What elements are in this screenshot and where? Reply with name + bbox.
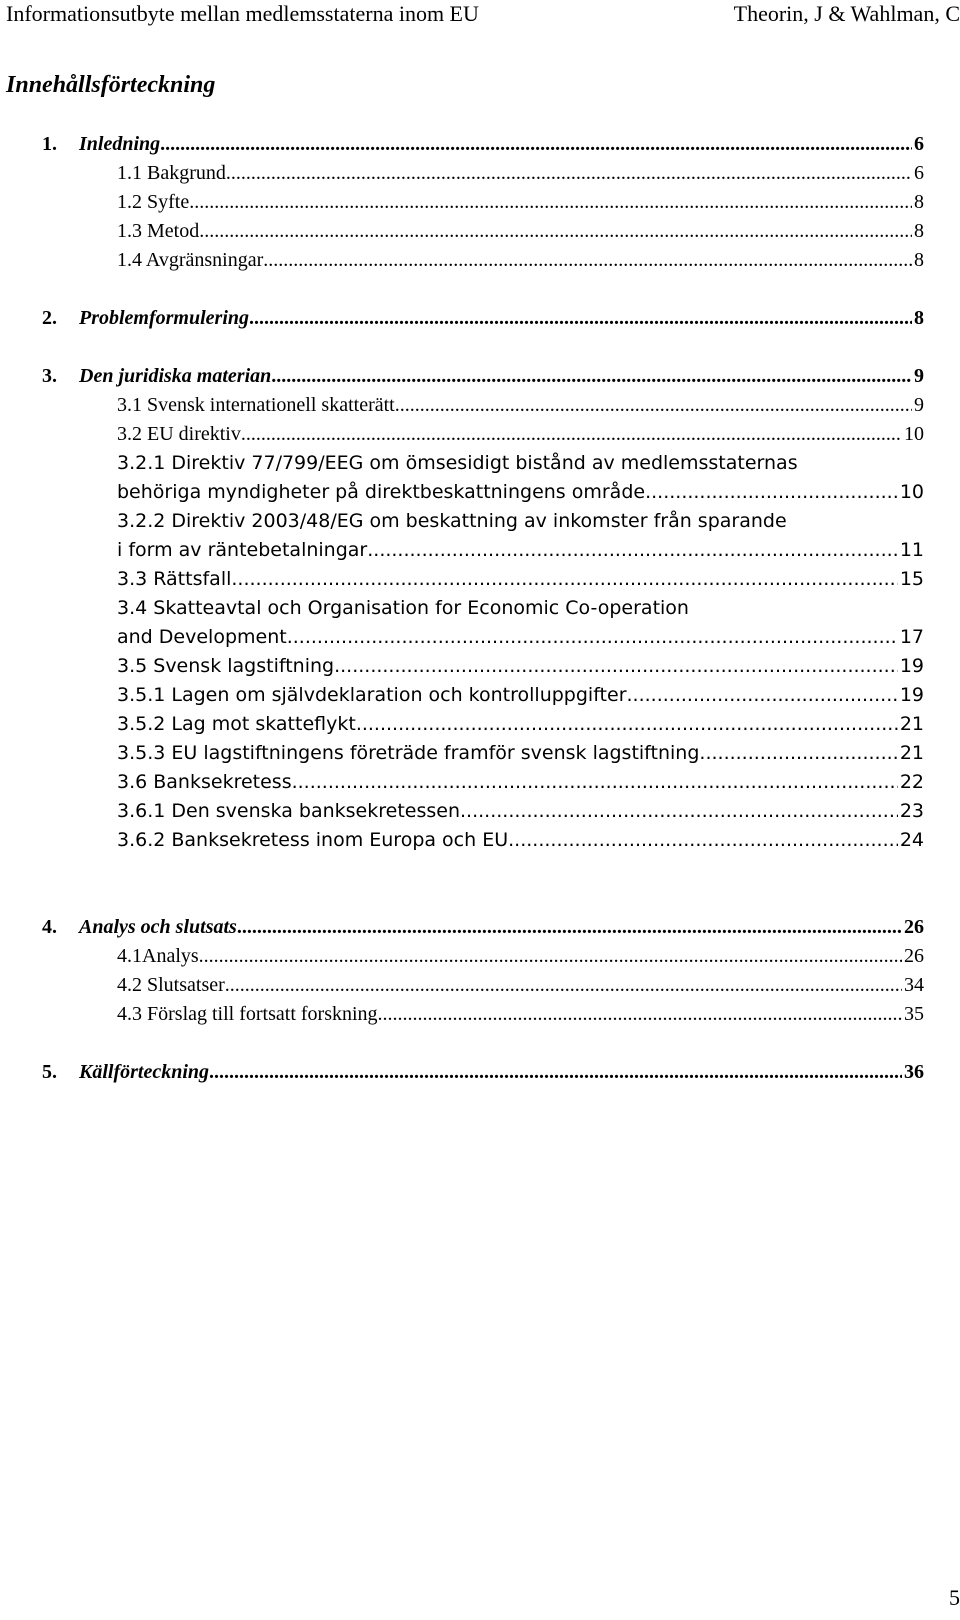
chapter-title: Källförteckning: [79, 1061, 210, 1083]
item-title: 3.2 EU direktiv: [117, 423, 241, 445]
dot-leader: [699, 739, 897, 768]
item-title: 1.1 Bakgrund: [117, 162, 226, 184]
item-title: 3.5.2 Lag mot skatteflykt: [117, 713, 356, 735]
chapter-title: Den juridiska materian: [79, 365, 272, 387]
toc-item-1-1[interactable]: [117, 159, 924, 188]
dot-leader: [189, 188, 912, 217]
dot-leader: [395, 391, 912, 420]
page-ref: 21: [899, 742, 924, 764]
dot-leader: [237, 913, 902, 942]
chapter-title: Analys och slutsats: [79, 916, 237, 938]
page-ref: 9: [914, 365, 924, 387]
toc-item-3-5-3[interactable]: [117, 739, 924, 768]
toc-item-3-5[interactable]: [117, 652, 924, 681]
toc-item-1-4[interactable]: [117, 246, 924, 275]
dot-leader: [249, 304, 912, 333]
page-ref: 6: [914, 133, 924, 155]
dot-leader: [226, 159, 912, 188]
page-ref: 22: [899, 771, 924, 793]
item-title: 4.1Analys: [117, 945, 199, 967]
toc-item-3-2[interactable]: [117, 420, 924, 449]
chapter-title: Inledning: [79, 133, 161, 155]
page-ref: 23: [899, 800, 924, 822]
dot-leader: [508, 826, 898, 855]
item-title: and Development: [117, 626, 287, 648]
dot-leader: [263, 246, 912, 275]
item-title: 4.3 Förslag till fortsatt forskning: [117, 1003, 378, 1025]
page-ref: 8: [914, 307, 924, 329]
item-title: 3.3 Rättsfall: [117, 568, 232, 590]
toc-item-3-4[interactable]: [117, 623, 924, 652]
item-title: 3.6.2 Banksekretess inom Europa och EU: [117, 829, 509, 851]
toc-item-3-2-2-line1[interactable]: 3.2.2 Direktiv 2003/48/EG om beskattning av inkomster från sparande: [117, 510, 787, 532]
page-ref: 19: [899, 655, 924, 677]
page-ref: 19: [899, 684, 924, 706]
page-ref: 24: [899, 829, 924, 851]
item-title: 3.6.1 Den svenska banksekretessen: [117, 800, 461, 822]
page-ref: 8: [914, 220, 924, 242]
dot-leader: [645, 478, 898, 507]
toc-item-3-2-2[interactable]: [117, 536, 924, 565]
dot-leader: [627, 681, 898, 710]
toc-item-4-2[interactable]: [117, 971, 924, 1000]
dot-leader: [199, 217, 912, 246]
item-title: 1.2 Syfte: [117, 191, 190, 213]
page-ref: 8: [914, 191, 924, 213]
dot-leader: [209, 1058, 902, 1087]
page-ref: 34: [904, 974, 924, 996]
item-title: i form av räntebetalningar: [117, 539, 368, 561]
toc-item-3-5-1[interactable]: [117, 681, 924, 710]
page-ref: 11: [899, 539, 924, 561]
page-ref: 26: [904, 945, 924, 967]
dot-leader: [367, 536, 898, 565]
toc-chapter-4[interactable]: [42, 913, 924, 942]
item-title: 3.5.1 Lagen om självdeklaration och kontrolluppgifter: [117, 684, 627, 706]
toc-item-3-4-line1[interactable]: 3.4 Skatteavtal och Organisation for Economic Co-operation: [117, 597, 689, 619]
toc-item-3-6[interactable]: [117, 768, 924, 797]
item-title: 3.5.3 EU lagstiftningens företräde framför svensk lagstiftning: [117, 742, 700, 764]
dot-leader: [356, 710, 898, 739]
header-document-title: Informationsutbyte mellan medlemsstaterna inom EU: [6, 1, 479, 26]
toc-item-1-2[interactable]: [117, 188, 924, 217]
page-ref: 6: [914, 162, 924, 184]
dot-leader: [460, 797, 898, 826]
toc-heading: Innehållsförteckning: [6, 72, 216, 98]
chapter-number: 1.: [42, 133, 57, 155]
chapter-number: 3.: [42, 365, 57, 387]
dot-leader: [199, 942, 902, 971]
page-number: 5: [949, 1585, 960, 1610]
page-ref: 35: [904, 1003, 924, 1025]
toc-chapter-3[interactable]: [42, 362, 924, 391]
item-title: behöriga myndigheter på direktbeskattningens område: [117, 481, 646, 503]
toc-chapter-2[interactable]: [42, 304, 924, 333]
dot-leader: [378, 1000, 902, 1029]
toc-chapter-5[interactable]: [42, 1058, 924, 1087]
item-title: 3.1 Svensk internationell skatterätt: [117, 394, 395, 416]
toc-item-3-6-1[interactable]: [117, 797, 924, 826]
dot-leader: [334, 652, 898, 681]
chapter-number: 5.: [42, 1061, 57, 1083]
item-title: 4.2 Slutsatser: [117, 974, 225, 996]
toc-item-4-1[interactable]: [117, 942, 924, 971]
dot-leader: [241, 420, 902, 449]
page-ref: 21: [899, 713, 924, 735]
page-ref: 8: [914, 249, 924, 271]
page-ref: 10: [904, 423, 924, 445]
page-ref: 10: [899, 481, 924, 503]
toc-item-3-2-1-line1[interactable]: 3.2.1 Direktiv 77/799/EEG om ömsesidigt bistånd av medlemsstaternas: [117, 452, 798, 474]
dot-leader: [271, 362, 912, 391]
page-ref: 26: [904, 916, 924, 938]
dot-leader: [287, 623, 898, 652]
toc-item-1-3[interactable]: [117, 217, 924, 246]
item-title: 1.4 Avgränsningar: [117, 249, 264, 271]
chapter-number: 2.: [42, 307, 57, 329]
page-ref: 9: [914, 394, 924, 416]
page-ref: 15: [899, 568, 924, 590]
header-authors: Theorin, J & Wahlman, C: [733, 1, 960, 26]
toc-item-3-1[interactable]: [117, 391, 924, 420]
toc-item-3-3[interactable]: [117, 565, 924, 594]
toc-item-3-6-2[interactable]: [117, 826, 924, 855]
dot-leader: [225, 971, 902, 1000]
item-title: 3.6 Banksekretess: [117, 771, 292, 793]
toc-item-3-5-2[interactable]: [117, 710, 924, 739]
item-title: 3.5 Svensk lagstiftning: [117, 655, 335, 677]
dot-leader: [231, 565, 897, 594]
page-ref: 17: [899, 626, 924, 648]
toc-item-3-2-1[interactable]: [117, 478, 924, 507]
dot-leader: [292, 768, 898, 797]
toc-item-4-3[interactable]: [117, 1000, 924, 1029]
toc-chapter-1[interactable]: [42, 130, 924, 159]
dot-leader: [160, 130, 912, 159]
item-title: 1.3 Metod: [117, 220, 200, 242]
chapter-title: Problemformulering: [79, 307, 250, 329]
page-ref: 36: [904, 1061, 924, 1083]
chapter-number: 4.: [42, 916, 57, 938]
